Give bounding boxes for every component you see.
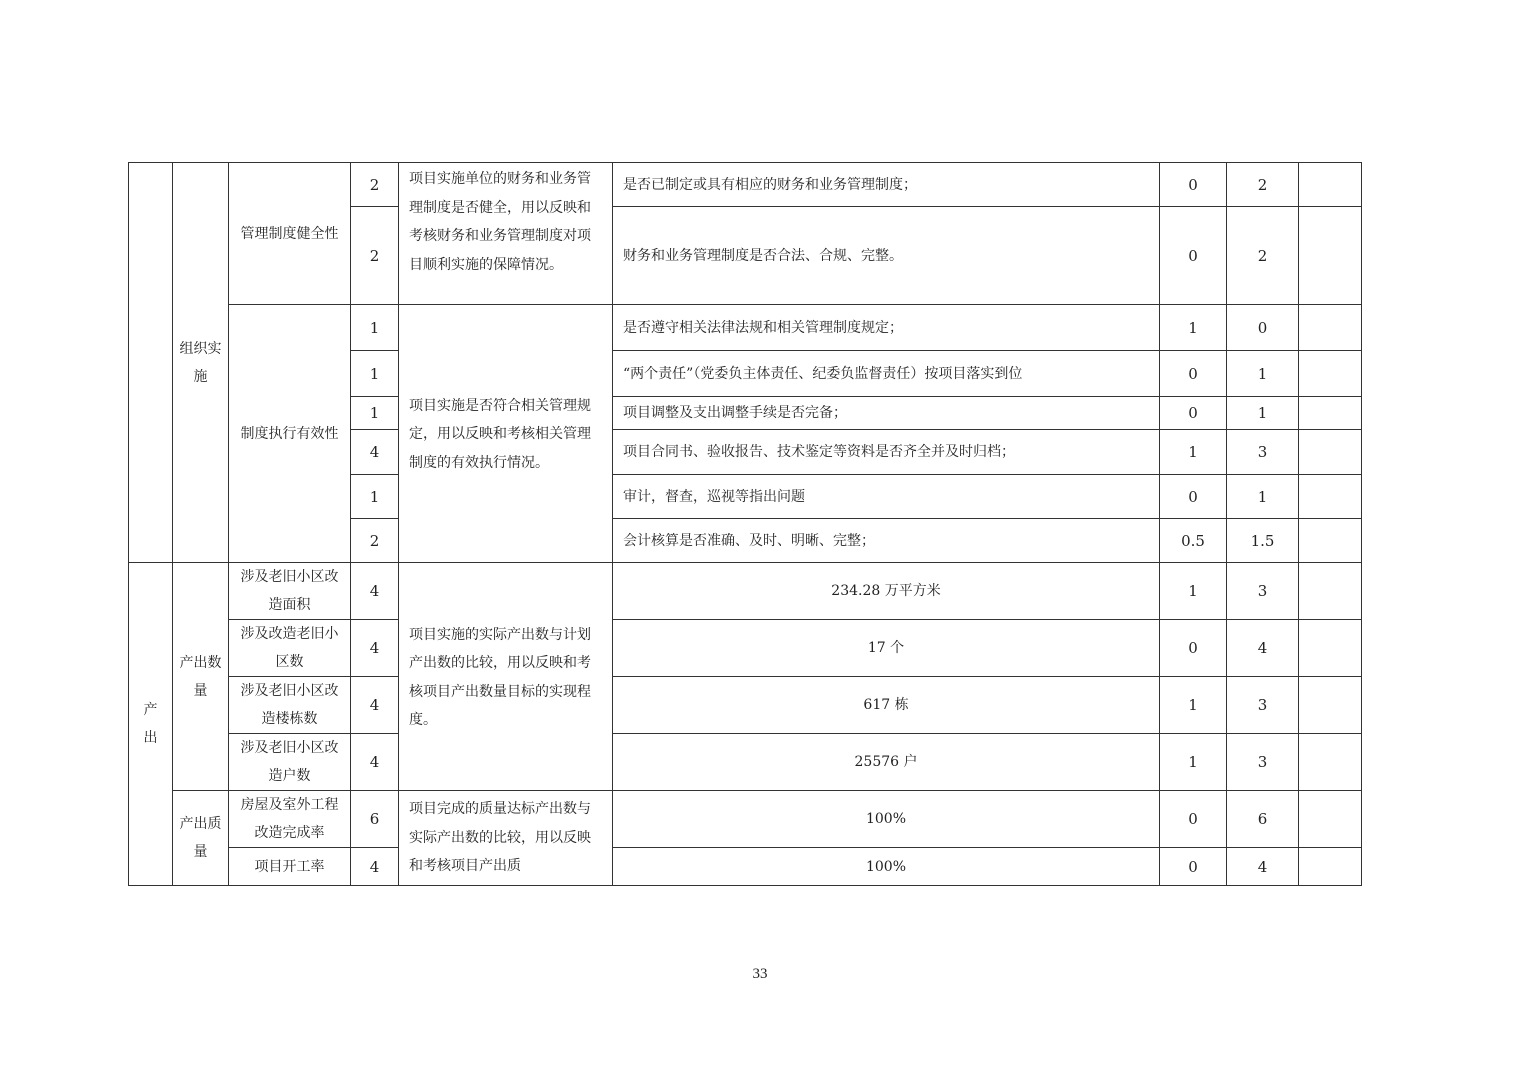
score-b-cell: 3 bbox=[1227, 677, 1299, 734]
criterion-cell: 是否遵守相关法律法规和相关管理制度规定； bbox=[613, 305, 1160, 351]
score-b-cell: 1 bbox=[1227, 397, 1299, 430]
score-a-cell: 1 bbox=[1160, 563, 1227, 620]
remark-cell bbox=[1299, 207, 1362, 305]
level2-cell: 产出数量 bbox=[173, 563, 229, 791]
table-row bbox=[129, 305, 1362, 351]
value-cell: 234.28 万平方米 bbox=[613, 563, 1160, 620]
weight-cell: 1 bbox=[351, 305, 399, 351]
score-b-cell: 2 bbox=[1227, 163, 1299, 207]
score-a-cell: 0 bbox=[1160, 620, 1227, 677]
value-cell: 100% bbox=[613, 791, 1160, 848]
indicator-description: 项目实施的实际产出数与计划产出数的比较，用以反映和考核项目产出数量目标的实现程度。 bbox=[399, 563, 613, 791]
table-row bbox=[129, 848, 1362, 886]
level1-cell-empty bbox=[129, 163, 173, 563]
weight-cell: 2 bbox=[351, 207, 399, 305]
score-b-cell: 3 bbox=[1227, 734, 1299, 791]
indicator-name: 涉及老旧小区改造面积 bbox=[229, 563, 351, 620]
score-b-cell: 1 bbox=[1227, 475, 1299, 519]
level2-cell: 产出质量 bbox=[173, 791, 229, 886]
remark-cell bbox=[1299, 351, 1362, 397]
weight-cell: 4 bbox=[351, 430, 399, 475]
criterion-cell: 会计核算是否准确、及时、明晰、完整； bbox=[613, 519, 1160, 563]
score-a-cell: 0.5 bbox=[1160, 519, 1227, 563]
score-a-cell: 1 bbox=[1160, 677, 1227, 734]
score-a-cell: 0 bbox=[1160, 791, 1227, 848]
criterion-cell: “两个责任”（党委负主体责任、纪委负监督责任）按项目落实到位 bbox=[613, 351, 1160, 397]
remark-cell bbox=[1299, 620, 1362, 677]
score-a-cell: 1 bbox=[1160, 305, 1227, 351]
indicator-description: 项目完成的质量达标产出数与实际产出数的比较，用以反映和考核项目产出质 bbox=[399, 791, 613, 886]
weight-cell: 4 bbox=[351, 620, 399, 677]
weight-cell: 1 bbox=[351, 397, 399, 430]
remark-cell bbox=[1299, 305, 1362, 351]
weight-cell: 4 bbox=[351, 734, 399, 791]
criterion-cell: 财务和业务管理制度是否合法、合规、完整。 bbox=[613, 207, 1160, 305]
indicator-description: 项目实施单位的财务和业务管理制度是否健全，用以反映和考核财务和业务管理制度对项目顺利实施的保障情况。 bbox=[399, 163, 613, 305]
criterion-cell: 是否已制定或具有相应的财务和业务管理制度； bbox=[613, 163, 1160, 207]
score-b-cell: 1.5 bbox=[1227, 519, 1299, 563]
weight-cell: 4 bbox=[351, 848, 399, 886]
remark-cell bbox=[1299, 519, 1362, 563]
table-row bbox=[129, 620, 1362, 677]
score-a-cell: 0 bbox=[1160, 848, 1227, 886]
value-cell: 17 个 bbox=[613, 620, 1160, 677]
score-a-cell: 0 bbox=[1160, 351, 1227, 397]
score-b-cell: 1 bbox=[1227, 351, 1299, 397]
level1-cell: 产出 bbox=[129, 563, 173, 886]
weight-cell: 4 bbox=[351, 563, 399, 620]
remark-cell bbox=[1299, 163, 1362, 207]
weight-cell: 4 bbox=[351, 677, 399, 734]
score-a-cell: 0 bbox=[1160, 207, 1227, 305]
score-b-cell: 4 bbox=[1227, 620, 1299, 677]
value-cell: 100% bbox=[613, 848, 1160, 886]
indicator-name: 涉及老旧小区改造楼栋数 bbox=[229, 677, 351, 734]
value-cell: 617 栋 bbox=[613, 677, 1160, 734]
score-a-cell: 1 bbox=[1160, 430, 1227, 475]
score-a-cell: 0 bbox=[1160, 475, 1227, 519]
table-row bbox=[129, 677, 1362, 734]
weight-cell: 2 bbox=[351, 519, 399, 563]
indicator-name: 管理制度健全性 bbox=[229, 163, 351, 305]
performance-evaluation-table bbox=[128, 162, 1362, 886]
remark-cell bbox=[1299, 397, 1362, 430]
table-row bbox=[129, 163, 1362, 207]
criterion-cell: 审计，督查，巡视等指出问题 bbox=[613, 475, 1160, 519]
score-a-cell: 0 bbox=[1160, 397, 1227, 430]
page-number: 33 bbox=[752, 966, 768, 982]
table-row bbox=[129, 734, 1362, 791]
remark-cell bbox=[1299, 430, 1362, 475]
indicator-description: 项目实施是否符合相关管理规定，用以反映和考核相关管理制度的有效执行情况。 bbox=[399, 305, 613, 563]
score-b-cell: 4 bbox=[1227, 848, 1299, 886]
indicator-name: 项目开工率 bbox=[229, 848, 351, 886]
weight-cell: 2 bbox=[351, 163, 399, 207]
indicator-name: 涉及改造老旧小区数 bbox=[229, 620, 351, 677]
remark-cell bbox=[1299, 677, 1362, 734]
score-b-cell: 2 bbox=[1227, 207, 1299, 305]
weight-cell: 6 bbox=[351, 791, 399, 848]
level2-cell: 组织实施 bbox=[173, 163, 229, 563]
remark-cell bbox=[1299, 734, 1362, 791]
table-row bbox=[129, 791, 1362, 848]
table-row bbox=[129, 563, 1362, 620]
remark-cell bbox=[1299, 791, 1362, 848]
remark-cell bbox=[1299, 475, 1362, 519]
score-b-cell: 3 bbox=[1227, 563, 1299, 620]
score-b-cell: 0 bbox=[1227, 305, 1299, 351]
criterion-cell: 项目合同书、验收报告、技术鉴定等资料是否齐全并及时归档； bbox=[613, 430, 1160, 475]
score-b-cell: 3 bbox=[1227, 430, 1299, 475]
indicator-name: 制度执行有效性 bbox=[229, 305, 351, 563]
value-cell: 25576 户 bbox=[613, 734, 1160, 791]
score-b-cell: 6 bbox=[1227, 791, 1299, 848]
score-a-cell: 1 bbox=[1160, 734, 1227, 791]
weight-cell: 1 bbox=[351, 351, 399, 397]
remark-cell bbox=[1299, 848, 1362, 886]
indicator-name: 房屋及室外工程改造完成率 bbox=[229, 791, 351, 848]
score-a-cell: 0 bbox=[1160, 163, 1227, 207]
criterion-cell: 项目调整及支出调整手续是否完备； bbox=[613, 397, 1160, 430]
remark-cell bbox=[1299, 563, 1362, 620]
weight-cell: 1 bbox=[351, 475, 399, 519]
indicator-name: 涉及老旧小区改造户数 bbox=[229, 734, 351, 791]
